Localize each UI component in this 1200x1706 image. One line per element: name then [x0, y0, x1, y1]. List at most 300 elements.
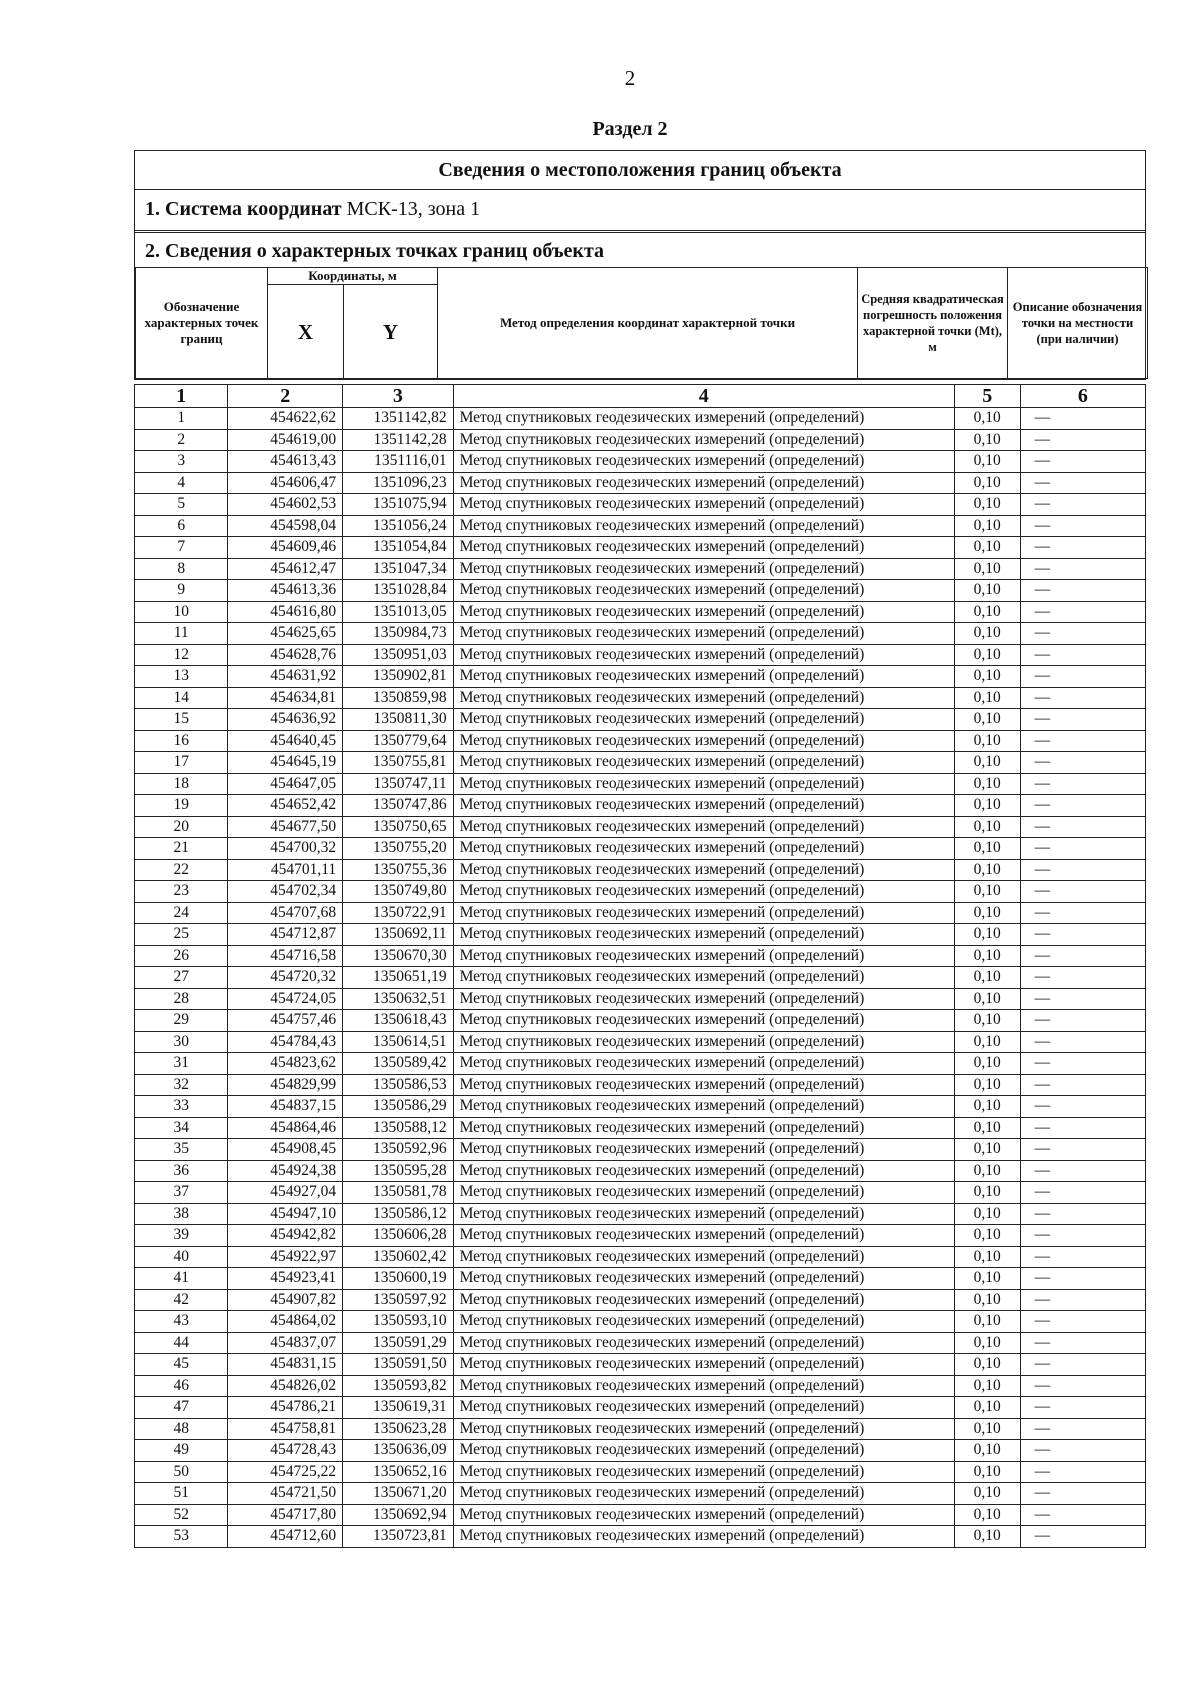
- description-cell: —: [1020, 1225, 1145, 1247]
- description-cell: —: [1020, 408, 1145, 430]
- error-cell: 0,10: [954, 1332, 1020, 1354]
- description-cell: —: [1020, 1440, 1145, 1462]
- error-cell: 0,10: [954, 752, 1020, 774]
- x-coordinate: 454837,07: [228, 1332, 343, 1354]
- table-row: [135, 601, 1146, 623]
- coord-system-label: 1. Система координат: [145, 198, 342, 220]
- point-number: 6: [135, 515, 228, 537]
- description-cell: —: [1020, 515, 1145, 537]
- point-number: 45: [135, 1354, 228, 1376]
- method-cell: Метод спутниковых геодезических измерений (определений): [453, 687, 954, 709]
- method-cell: Метод спутниковых геодезических измерений (определений): [453, 494, 954, 516]
- y-coordinate: 1350588,12: [343, 1117, 453, 1139]
- table-row: [135, 1289, 1146, 1311]
- table-row: [135, 1375, 1146, 1397]
- error-cell: 0,10: [954, 1397, 1020, 1419]
- point-number: 18: [135, 773, 228, 795]
- y-coordinate: 1350586,29: [343, 1096, 453, 1118]
- error-cell: 0,10: [954, 1504, 1020, 1526]
- col-number-6: 6: [1020, 385, 1145, 408]
- description-cell: —: [1020, 472, 1145, 494]
- table-row: [135, 859, 1146, 881]
- point-number: 44: [135, 1332, 228, 1354]
- table-row: [135, 1354, 1146, 1376]
- point-number: 47: [135, 1397, 228, 1419]
- point-number: 42: [135, 1289, 228, 1311]
- point-number: 37: [135, 1182, 228, 1204]
- document-frame: [134, 150, 1146, 1548]
- y-coordinate: 1350595,28: [343, 1160, 453, 1182]
- table-row: [135, 1160, 1146, 1182]
- x-coordinate: 454725,22: [228, 1461, 343, 1483]
- coord-system-value: МСК-13, зона 1: [341, 198, 481, 220]
- point-number: 41: [135, 1268, 228, 1290]
- y-coordinate: 1350597,92: [343, 1289, 453, 1311]
- error-cell: 0,10: [954, 924, 1020, 946]
- method-cell: Метод спутниковых геодезических измерений (определений): [453, 1440, 954, 1462]
- method-cell: Метод спутниковых геодезических измерений (определений): [453, 816, 954, 838]
- table-row: [135, 1526, 1146, 1548]
- y-coordinate: 1350747,86: [343, 795, 453, 817]
- point-number: 20: [135, 816, 228, 838]
- x-coordinate: 454598,04: [228, 515, 343, 537]
- x-coordinate: 454647,05: [228, 773, 343, 795]
- x-coordinate: 454625,65: [228, 623, 343, 645]
- col-number-1: 1: [135, 385, 228, 408]
- col-error: Средняя квадратическая погрешность положения характерной точки (Mt), м: [858, 268, 1008, 379]
- point-number: 39: [135, 1225, 228, 1247]
- description-cell: —: [1020, 730, 1145, 752]
- y-coordinate: 1350859,98: [343, 687, 453, 709]
- point-number: 33: [135, 1096, 228, 1118]
- method-cell: Метод спутниковых геодезических измерений (определений): [453, 945, 954, 967]
- y-coordinate: 1350779,64: [343, 730, 453, 752]
- error-cell: 0,10: [954, 881, 1020, 903]
- x-coordinate: 454622,62: [228, 408, 343, 430]
- method-cell: Метод спутниковых геодезических измерений (определений): [453, 902, 954, 924]
- point-number: 4: [135, 472, 228, 494]
- table-row: [135, 1311, 1146, 1333]
- description-cell: —: [1020, 1117, 1145, 1139]
- x-coordinate: 454602,53: [228, 494, 343, 516]
- table-row: [135, 451, 1146, 473]
- point-number: 11: [135, 623, 228, 645]
- table-row: [135, 1053, 1146, 1075]
- error-cell: 0,10: [954, 623, 1020, 645]
- x-coordinate: 454716,58: [228, 945, 343, 967]
- table-row: [135, 1139, 1146, 1161]
- description-cell: —: [1020, 1203, 1145, 1225]
- description-cell: —: [1020, 709, 1145, 731]
- description-cell: —: [1020, 429, 1145, 451]
- method-cell: Метод спутниковых геодезических измерений (определений): [453, 580, 954, 602]
- y-coordinate: 1350670,30: [343, 945, 453, 967]
- description-cell: —: [1020, 1483, 1145, 1505]
- y-coordinate: 1350602,42: [343, 1246, 453, 1268]
- table-row: [135, 1182, 1146, 1204]
- method-cell: Метод спутниковых геодезических измерений (определений): [453, 1526, 954, 1548]
- description-cell: —: [1020, 1010, 1145, 1032]
- table-row: [135, 687, 1146, 709]
- method-cell: Метод спутниковых геодезических измерений (определений): [453, 1246, 954, 1268]
- description-cell: —: [1020, 1461, 1145, 1483]
- x-coordinate: 454652,42: [228, 795, 343, 817]
- point-number: 25: [135, 924, 228, 946]
- method-cell: Метод спутниковых геодезических измерений (определений): [453, 1139, 954, 1161]
- error-cell: 0,10: [954, 709, 1020, 731]
- error-cell: 0,10: [954, 1483, 1020, 1505]
- section-title: Раздел 2: [592, 118, 668, 140]
- description-cell: —: [1020, 687, 1145, 709]
- x-coordinate: 454786,21: [228, 1397, 343, 1419]
- x-coordinate: 454831,15: [228, 1354, 343, 1376]
- table-row: [135, 623, 1146, 645]
- table-row: [135, 472, 1146, 494]
- y-coordinate: 1350593,10: [343, 1311, 453, 1333]
- point-number: 9: [135, 580, 228, 602]
- x-coordinate: 454701,11: [228, 859, 343, 881]
- y-coordinate: 1350722,91: [343, 902, 453, 924]
- description-cell: —: [1020, 1268, 1145, 1290]
- method-cell: Метод спутниковых геодезических измерений (определений): [453, 1397, 954, 1419]
- error-cell: 0,10: [954, 859, 1020, 881]
- point-number: 16: [135, 730, 228, 752]
- y-coordinate: 1351075,94: [343, 494, 453, 516]
- table-row: [135, 515, 1146, 537]
- point-number: 12: [135, 644, 228, 666]
- y-coordinate: 1351096,23: [343, 472, 453, 494]
- x-coordinate: 454702,34: [228, 881, 343, 903]
- x-coordinate: 454923,41: [228, 1268, 343, 1290]
- x-coordinate: 454606,47: [228, 472, 343, 494]
- y-coordinate: 1350747,11: [343, 773, 453, 795]
- error-cell: 0,10: [954, 1160, 1020, 1182]
- y-coordinate: 1350749,80: [343, 881, 453, 903]
- error-cell: 0,10: [954, 408, 1020, 430]
- col-number-4: 4: [453, 385, 954, 408]
- point-number: 27: [135, 967, 228, 989]
- point-number: 8: [135, 558, 228, 580]
- method-cell: Метод спутниковых геодезических измерений (определений): [453, 1375, 954, 1397]
- description-cell: —: [1020, 1053, 1145, 1075]
- error-cell: 0,10: [954, 967, 1020, 989]
- y-coordinate: 1350636,09: [343, 1440, 453, 1462]
- point-number: 21: [135, 838, 228, 860]
- description-cell: —: [1020, 1332, 1145, 1354]
- error-cell: 0,10: [954, 537, 1020, 559]
- y-coordinate: 1350692,94: [343, 1504, 453, 1526]
- point-number: 36: [135, 1160, 228, 1182]
- header-box: [134, 150, 1146, 380]
- table-row: [135, 967, 1146, 989]
- y-coordinate: 1351056,24: [343, 515, 453, 537]
- description-cell: —: [1020, 1311, 1145, 1333]
- method-cell: Метод спутниковых геодезических измерений (определений): [453, 1504, 954, 1526]
- error-cell: 0,10: [954, 730, 1020, 752]
- table-row: [135, 1332, 1146, 1354]
- x-coordinate: 454640,45: [228, 730, 343, 752]
- point-number: 1: [135, 408, 228, 430]
- table-row: [135, 1096, 1146, 1118]
- x-coordinate: 454612,47: [228, 558, 343, 580]
- description-cell: —: [1020, 1246, 1145, 1268]
- point-number: 49: [135, 1440, 228, 1462]
- y-coordinate: 1350755,81: [343, 752, 453, 774]
- x-coordinate: 454712,87: [228, 924, 343, 946]
- point-number: 29: [135, 1010, 228, 1032]
- error-cell: 0,10: [954, 1074, 1020, 1096]
- x-coordinate: 454823,62: [228, 1053, 343, 1075]
- y-coordinate: 1350984,73: [343, 623, 453, 645]
- error-cell: 0,10: [954, 902, 1020, 924]
- point-number: 30: [135, 1031, 228, 1053]
- method-cell: Метод спутниковых геодезических измерений (определений): [453, 1053, 954, 1075]
- x-coordinate: 454636,92: [228, 709, 343, 731]
- description-cell: —: [1020, 1397, 1145, 1419]
- point-number: 5: [135, 494, 228, 516]
- point-number: 3: [135, 451, 228, 473]
- table-row: [135, 1117, 1146, 1139]
- description-cell: —: [1020, 1139, 1145, 1161]
- description-cell: —: [1020, 838, 1145, 860]
- description-cell: —: [1020, 1160, 1145, 1182]
- y-coordinate: 1351013,05: [343, 601, 453, 623]
- y-coordinate: 1351142,28: [343, 429, 453, 451]
- error-cell: 0,10: [954, 580, 1020, 602]
- description-cell: —: [1020, 988, 1145, 1010]
- error-cell: 0,10: [954, 1311, 1020, 1333]
- table-row: [135, 881, 1146, 903]
- x-coordinate: 454864,02: [228, 1311, 343, 1333]
- x-coordinate: 454927,04: [228, 1182, 343, 1204]
- table-row: [135, 838, 1146, 860]
- point-number: 15: [135, 709, 228, 731]
- table-row: [135, 795, 1146, 817]
- error-cell: 0,10: [954, 1526, 1020, 1548]
- point-number: 53: [135, 1526, 228, 1548]
- y-coordinate: 1350632,51: [343, 988, 453, 1010]
- description-cell: —: [1020, 1031, 1145, 1053]
- error-cell: 0,10: [954, 472, 1020, 494]
- y-coordinate: 1350614,51: [343, 1031, 453, 1053]
- description-cell: —: [1020, 1182, 1145, 1204]
- x-coordinate: 454924,38: [228, 1160, 343, 1182]
- error-cell: 0,10: [954, 1117, 1020, 1139]
- error-cell: 0,10: [954, 1225, 1020, 1247]
- y-coordinate: 1350619,31: [343, 1397, 453, 1419]
- error-cell: 0,10: [954, 838, 1020, 860]
- y-coordinate: 1350755,20: [343, 838, 453, 860]
- error-cell: 0,10: [954, 1375, 1020, 1397]
- description-cell: —: [1020, 1354, 1145, 1376]
- point-number: 43: [135, 1311, 228, 1333]
- method-cell: Метод спутниковых геодезических измерений (определений): [453, 967, 954, 989]
- description-cell: —: [1020, 1526, 1145, 1548]
- y-coordinate: 1350671,20: [343, 1483, 453, 1505]
- y-coordinate: 1350623,28: [343, 1418, 453, 1440]
- error-cell: 0,10: [954, 1268, 1020, 1290]
- description-cell: —: [1020, 924, 1145, 946]
- point-number: 40: [135, 1246, 228, 1268]
- y-coordinate: 1350652,16: [343, 1461, 453, 1483]
- method-cell: Метод спутниковых геодезических измерений (определений): [453, 558, 954, 580]
- error-cell: 0,10: [954, 515, 1020, 537]
- y-coordinate: 1350618,43: [343, 1010, 453, 1032]
- error-cell: 0,10: [954, 816, 1020, 838]
- description-cell: —: [1020, 644, 1145, 666]
- table-row: [135, 408, 1146, 430]
- point-number: 2: [135, 429, 228, 451]
- table-row: [135, 558, 1146, 580]
- method-cell: Метод спутниковых геодезических измерений (определений): [453, 1182, 954, 1204]
- point-number: 28: [135, 988, 228, 1010]
- x-coordinate: 454908,45: [228, 1139, 343, 1161]
- x-coordinate: 454616,80: [228, 601, 343, 623]
- method-cell: Метод спутниковых геодезических измерений (определений): [453, 515, 954, 537]
- table-row: [135, 644, 1146, 666]
- table-row: [135, 1461, 1146, 1483]
- table-row: [135, 429, 1146, 451]
- table-row: [135, 816, 1146, 838]
- method-cell: Метод спутниковых геодезических измерений (определений): [453, 1225, 954, 1247]
- description-cell: —: [1020, 1289, 1145, 1311]
- table-row: [135, 1397, 1146, 1419]
- y-coordinate: 1351047,34: [343, 558, 453, 580]
- y-coordinate: 1350586,53: [343, 1074, 453, 1096]
- point-number: 14: [135, 687, 228, 709]
- method-cell: Метод спутниковых геодезических измерений (определений): [453, 709, 954, 731]
- method-cell: Метод спутниковых геодезических измерений (определений): [453, 773, 954, 795]
- table-row: [135, 709, 1146, 731]
- method-cell: Метод спутниковых геодезических измерений (определений): [453, 1461, 954, 1483]
- method-cell: Метод спутниковых геодезических измерений (определений): [453, 1074, 954, 1096]
- description-cell: —: [1020, 537, 1145, 559]
- description-cell: —: [1020, 1504, 1145, 1526]
- point-number: 52: [135, 1504, 228, 1526]
- x-coordinate: 454712,60: [228, 1526, 343, 1548]
- point-number: 23: [135, 881, 228, 903]
- table-row: [135, 580, 1146, 602]
- method-cell: Метод спутниковых геодезических измерений (определений): [453, 1483, 954, 1505]
- x-coordinate: 454784,43: [228, 1031, 343, 1053]
- description-cell: —: [1020, 1375, 1145, 1397]
- point-number: 26: [135, 945, 228, 967]
- x-coordinate: 454613,36: [228, 580, 343, 602]
- column-header-table: [135, 267, 1148, 379]
- x-coordinate: 454613,43: [228, 451, 343, 473]
- error-cell: 0,10: [954, 1461, 1020, 1483]
- method-cell: Метод спутниковых геодезических измерений (определений): [453, 1268, 954, 1290]
- method-cell: Метод спутниковых геодезических измерений (определений): [453, 644, 954, 666]
- y-coordinate: 1350755,36: [343, 859, 453, 881]
- method-cell: Метод спутниковых геодезических измерений (определений): [453, 881, 954, 903]
- y-coordinate: 1350581,78: [343, 1182, 453, 1204]
- description-cell: —: [1020, 773, 1145, 795]
- table-row: [135, 988, 1146, 1010]
- description-cell: —: [1020, 451, 1145, 473]
- method-cell: Метод спутниковых геодезических измерений (определений): [453, 924, 954, 946]
- page-number: 2: [624, 66, 636, 90]
- error-cell: 0,10: [954, 451, 1020, 473]
- col-y: Y: [344, 285, 438, 379]
- x-coordinate: 454864,46: [228, 1117, 343, 1139]
- table-row: [135, 902, 1146, 924]
- table-row: [135, 945, 1146, 967]
- table-row: [135, 730, 1146, 752]
- y-coordinate: 1351116,01: [343, 451, 453, 473]
- error-cell: 0,10: [954, 773, 1020, 795]
- y-coordinate: 1350591,50: [343, 1354, 453, 1376]
- error-cell: 0,10: [954, 1440, 1020, 1462]
- x-coordinate: 454707,68: [228, 902, 343, 924]
- error-cell: 0,10: [954, 558, 1020, 580]
- method-cell: Метод спутниковых геодезических измерений (определений): [453, 838, 954, 860]
- header-title: Сведения о местоположения границ объекта: [438, 159, 842, 181]
- table-row: [135, 1483, 1146, 1505]
- point-number: 13: [135, 666, 228, 688]
- x-coordinate: 454721,50: [228, 1483, 343, 1505]
- x-coordinate: 454757,46: [228, 1010, 343, 1032]
- table-row: [135, 1440, 1146, 1462]
- col-number-2: 2: [228, 385, 343, 408]
- method-cell: Метод спутниковых геодезических измерений (определений): [453, 1332, 954, 1354]
- y-coordinate: 1350902,81: [343, 666, 453, 688]
- point-number: 34: [135, 1117, 228, 1139]
- table-row: [135, 1268, 1146, 1290]
- table-row: [135, 752, 1146, 774]
- method-cell: Метод спутниковых геодезических измерений (определений): [453, 408, 954, 430]
- y-coordinate: 1350692,11: [343, 924, 453, 946]
- y-coordinate: 1350951,03: [343, 644, 453, 666]
- description-cell: —: [1020, 580, 1145, 602]
- method-cell: Метод спутниковых геодезических измерений (определений): [453, 1354, 954, 1376]
- description-cell: —: [1020, 902, 1145, 924]
- y-coordinate: 1350651,19: [343, 967, 453, 989]
- table-row: [135, 1010, 1146, 1032]
- y-coordinate: 1350723,81: [343, 1526, 453, 1548]
- y-coordinate: 1350589,42: [343, 1053, 453, 1075]
- point-number: 24: [135, 902, 228, 924]
- description-cell: —: [1020, 945, 1145, 967]
- description-cell: —: [1020, 558, 1145, 580]
- y-coordinate: 1350593,82: [343, 1375, 453, 1397]
- point-number: 46: [135, 1375, 228, 1397]
- y-coordinate: 1351142,82: [343, 408, 453, 430]
- error-cell: 0,10: [954, 1096, 1020, 1118]
- y-coordinate: 1351028,84: [343, 580, 453, 602]
- col-method: Метод определения координат характерной точки: [438, 268, 858, 379]
- col-x: X: [268, 285, 344, 379]
- point-number: 38: [135, 1203, 228, 1225]
- point-number: 31: [135, 1053, 228, 1075]
- description-cell: —: [1020, 795, 1145, 817]
- method-cell: Метод спутниковых геодезических измерений (определений): [453, 472, 954, 494]
- description-cell: —: [1020, 666, 1145, 688]
- error-cell: 0,10: [954, 1354, 1020, 1376]
- method-cell: Метод спутниковых геодезических измерений (определений): [453, 1031, 954, 1053]
- col-designation: Обозначение характерных точек границ: [136, 268, 268, 379]
- y-coordinate: 1350591,29: [343, 1332, 453, 1354]
- x-coordinate: 454634,81: [228, 687, 343, 709]
- error-cell: 0,10: [954, 795, 1020, 817]
- error-cell: 0,10: [954, 1053, 1020, 1075]
- method-cell: Метод спутниковых геодезических измерений (определений): [453, 752, 954, 774]
- method-cell: Метод спутниковых геодезических измерений (определений): [453, 429, 954, 451]
- x-coordinate: 454717,80: [228, 1504, 343, 1526]
- x-coordinate: 454724,05: [228, 988, 343, 1010]
- col-description: Описание обозначения точки на местности (при наличии): [1008, 268, 1148, 379]
- description-cell: —: [1020, 881, 1145, 903]
